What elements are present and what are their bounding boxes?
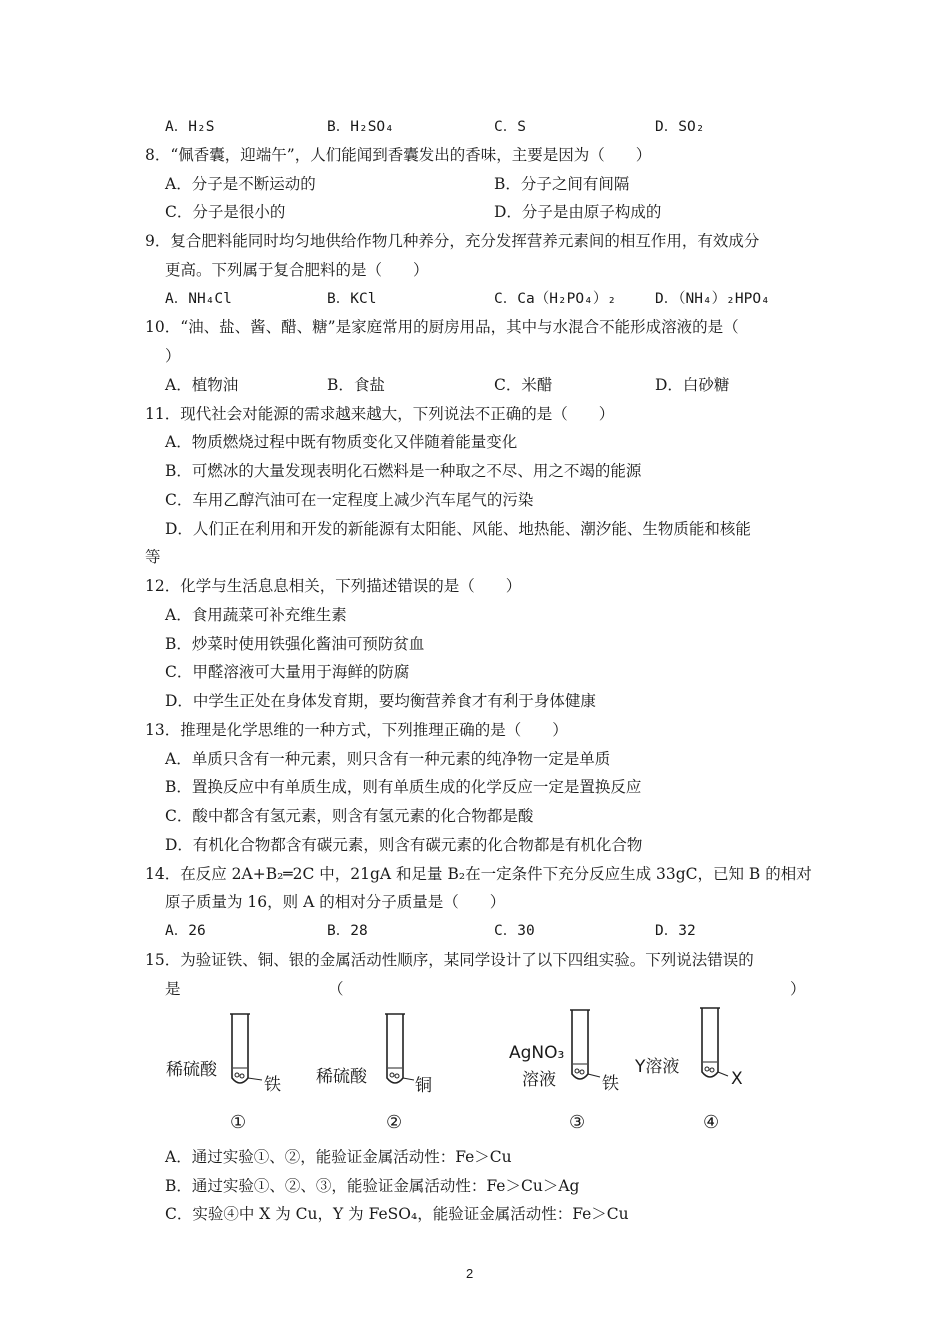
q12-option-c: C．甲醛溶液可大量用于海鲜的防腐 (165, 663, 410, 681)
q9-option-a: A．NH₄Cl (165, 291, 232, 307)
figure-3-solution-line-2: 溶液 (522, 1070, 556, 1090)
q11-option-d-wrap: 等 (145, 548, 161, 566)
figure-4-number: ④ (703, 1112, 720, 1133)
q9-option-c: C．Ca（H₂PO₄）₂ (494, 291, 617, 307)
q15-paren-close: ） (790, 980, 806, 998)
figure-1-number: ① (230, 1112, 247, 1133)
q11-stem: 11．现代社会对能源的需求越来越大，下列说法不正确的是（ ） (145, 405, 615, 423)
q15-option-c: C．实验④中 X 为 Cu，Y 为 FeSO₄，能验证金属活动性：Fe＞Cu (165, 1205, 629, 1223)
q7-option-a: A．H₂S (165, 119, 215, 135)
q14-option-b: B．28 (327, 923, 368, 939)
q10-stem-line-1: 10．“油、盐、酱、醋、糖”是家庭常用的厨房用品，其中与水混合不能形成溶液的是（ (145, 318, 739, 336)
figure-4-solution: Y溶液 (635, 1057, 680, 1077)
q9-option-b: B．KCl (327, 291, 377, 307)
q15-option-a: A．通过实验①、②，能验证金属活动性：Fe＞Cu (165, 1148, 512, 1166)
q7-option-b: B．H₂SO₄ (327, 119, 394, 135)
q15-stem-line-1: 15．为验证铁、铜、银的金属活动性顺序，某同学设计了以下四组实验。下列说法错误的 (145, 951, 754, 969)
q10-option-a: A．植物油 (165, 376, 239, 394)
figure-3-solution-line-1: AgNO₃ (509, 1043, 565, 1063)
q12-option-d: D．中学生正处在身体发育期，要均衡营养食才有利于身体健康 (165, 692, 596, 710)
q11-option-b: B．可燃冰的大量发现表明化石燃料是一种取之不尽、用之不竭的能源 (165, 462, 642, 480)
q10-option-b: B．食盐 (327, 376, 385, 394)
test-tube-3 (570, 1010, 600, 1079)
q13-stem: 13．推理是化学思维的一种方式，下列推理正确的是（ ） (145, 721, 568, 739)
figure-2-solution: 稀硫酸 (316, 1067, 367, 1087)
q8-option-d: D．分子是由原子构成的 (494, 203, 662, 221)
q14-option-c: C．30 (494, 923, 535, 939)
q15-paren-open: （ (328, 980, 344, 998)
q9-option-d: D．（NH₄）₂HPO₄ (655, 291, 770, 307)
figure-2-number: ② (386, 1112, 403, 1133)
q13-option-c: C．酸中都含有氢元素，则含有氢元素的化合物都是酸 (165, 807, 534, 825)
q11-option-a: A．物质燃烧过程中既有物质变化又伴随着能量变化 (165, 433, 518, 451)
q7-option-c: C．S (494, 119, 526, 135)
q11-option-d: D．人们正在利用和开发的新能源有太阳能、风能、地热能、潮汐能、生物质能和核能 (165, 520, 751, 538)
q12-option-b: B．炒菜时使用铁强化酱油可预防贫血 (165, 635, 425, 653)
q14-option-d: D．32 (655, 923, 696, 939)
q11-option-c: C．车用乙醇汽油可在一定程度上减少汽车尾气的污染 (165, 491, 534, 509)
q8-option-a: A．分子是不断运动的 (165, 175, 316, 193)
figure-2-metal: 铜 (415, 1076, 432, 1096)
q13-option-a: A．单质只含有一种元素，则只含有一种元素的纯净物一定是单质 (165, 750, 611, 768)
q12-option-a: A．食用蔬菜可补充维生素 (165, 606, 347, 624)
q10-stem-line-2: ） (165, 347, 181, 365)
q10-option-d: D．白砂糖 (655, 376, 730, 394)
q9-stem-line-2: 更高。下列属于复合肥料的是（ ） (165, 261, 429, 279)
q9-stem-line-1: 9．复合肥料能同时均匀地供给作物几种养分，充分发挥营养元素间的相互作用，有效成分 (145, 232, 760, 250)
q7-option-d: D．SO₂ (655, 119, 705, 135)
test-tube-1 (230, 1014, 262, 1083)
q8-option-c: C．分子是很小的 (165, 203, 286, 221)
q13-option-d: D．有机化合物都含有碳元素，则含有碳元素的化合物都是有机化合物 (165, 836, 643, 854)
test-tube-2 (385, 1014, 414, 1083)
q13-option-b: B．置换反应中有单质生成，则有单质生成的化学反应一定是置换反应 (165, 778, 642, 796)
q14-stem-line-2: 原子质量为 16，则 A 的相对分子质量是（ ） (165, 893, 506, 911)
q15-option-b: B．通过实验①、②、③，能验证金属活动性：Fe＞Cu＞Ag (165, 1177, 580, 1195)
page-number: 2 (466, 1266, 474, 1281)
figure-1-metal: 铁 (264, 1075, 281, 1095)
q15-stem-line-2: 是 (165, 980, 181, 998)
figure-3-metal: 铁 (602, 1074, 619, 1094)
q8-stem: 8．“佩香囊，迎端午”，人们能闻到香囊发出的香味，主要是因为（ ） (145, 146, 652, 164)
q14-option-a: A．26 (165, 923, 206, 939)
test-tube-4 (700, 1008, 728, 1077)
q10-option-c: C．米醋 (494, 376, 553, 394)
q14-stem-line-1: 14．在反应 2A+B₂═2C 中，21gA 和足量 B₂在一定条件下充分反应生成 33gC，已知 B 的相对 (145, 865, 812, 883)
figure-3-number: ③ (569, 1112, 586, 1133)
q8-option-b: B．分子之间有间隔 (494, 175, 630, 193)
figure-1-solution: 稀硫酸 (166, 1060, 217, 1080)
q12-stem: 12．化学与生活息息相关，下列描述错误的是（ ） (145, 577, 522, 595)
figure-4-metal: X (731, 1069, 743, 1089)
